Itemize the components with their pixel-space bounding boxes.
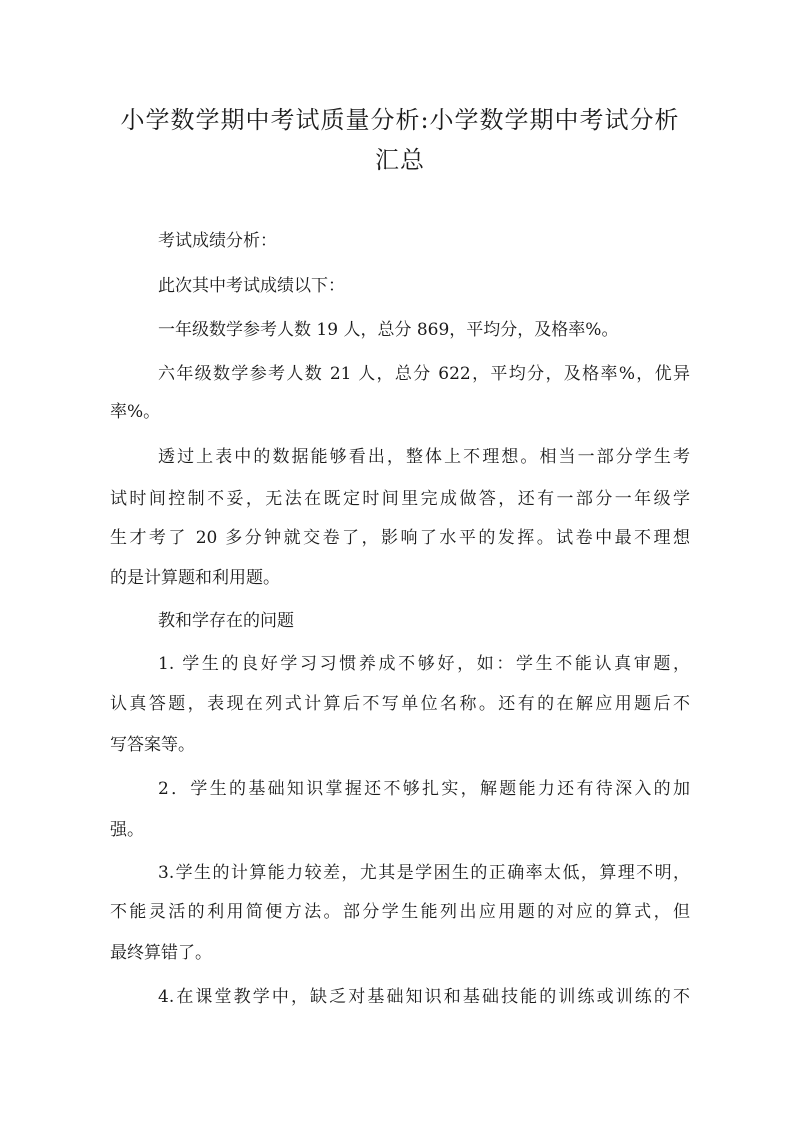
paragraph-line: 写答案等。 <box>110 735 195 755</box>
document-title-line-2: 汇总 <box>375 146 425 174</box>
paragraph-line: 1. 学生的良好学习习惯养成不够好，如：学生不能认真审题， <box>158 654 690 674</box>
paragraph-line: 认真答题，表现在列式计算后不写单位名称。还有的在解应用题后不 <box>110 694 690 714</box>
document-title-line-1: 小学数学期中考试质量分析:小学数学期中考试分析 <box>120 106 680 134</box>
paragraph-line: 不能灵活的利用简便方法。部分学生能列出应用题的对应的算式，但 <box>110 902 690 922</box>
paragraph-line: 率%。 <box>110 402 161 422</box>
paragraph-line: 2．学生的基础知识掌握还不够扎实，解题能力还有待深入的加 <box>158 779 690 799</box>
paragraph-line: 生才考了 20 多分钟就交卷了，影响了水平的发挥。试卷中最不理想 <box>110 528 690 548</box>
paragraph-line: 4.在课堂教学中，缺乏对基础知识和基础技能的训练或训练的不 <box>158 987 690 1007</box>
paragraph-line: 六年级数学参考人数 21 人，总分 622，平均分，及格率%，优异 <box>158 364 690 384</box>
paragraph-line: 一年级数学参考人数 19 人，总分 869，平均分，及格率%。 <box>158 320 619 340</box>
paragraph-line: 的是计算题和利用题。 <box>110 568 280 588</box>
paragraph-line: 强。 <box>110 820 144 840</box>
paragraph-line: 教和学存在的问题 <box>158 611 294 631</box>
paragraph-line: 此次其中考试成绩以下： <box>158 276 345 296</box>
paragraph-line: 考试成绩分析： <box>158 231 277 251</box>
paragraph-line: 3.学生的计算能力较差，尤其是学困生的正确率太低，算理不明， <box>158 863 690 883</box>
paragraph-line: 试时间控制不妥，无法在既定时间里完成做答，还有一部分一年级学 <box>110 489 690 509</box>
paragraph-line: 透过上表中的数据能够看出，整体上不理想。相当一部分学生考 <box>158 447 690 467</box>
paragraph-line: 最终算错了。 <box>110 943 212 963</box>
